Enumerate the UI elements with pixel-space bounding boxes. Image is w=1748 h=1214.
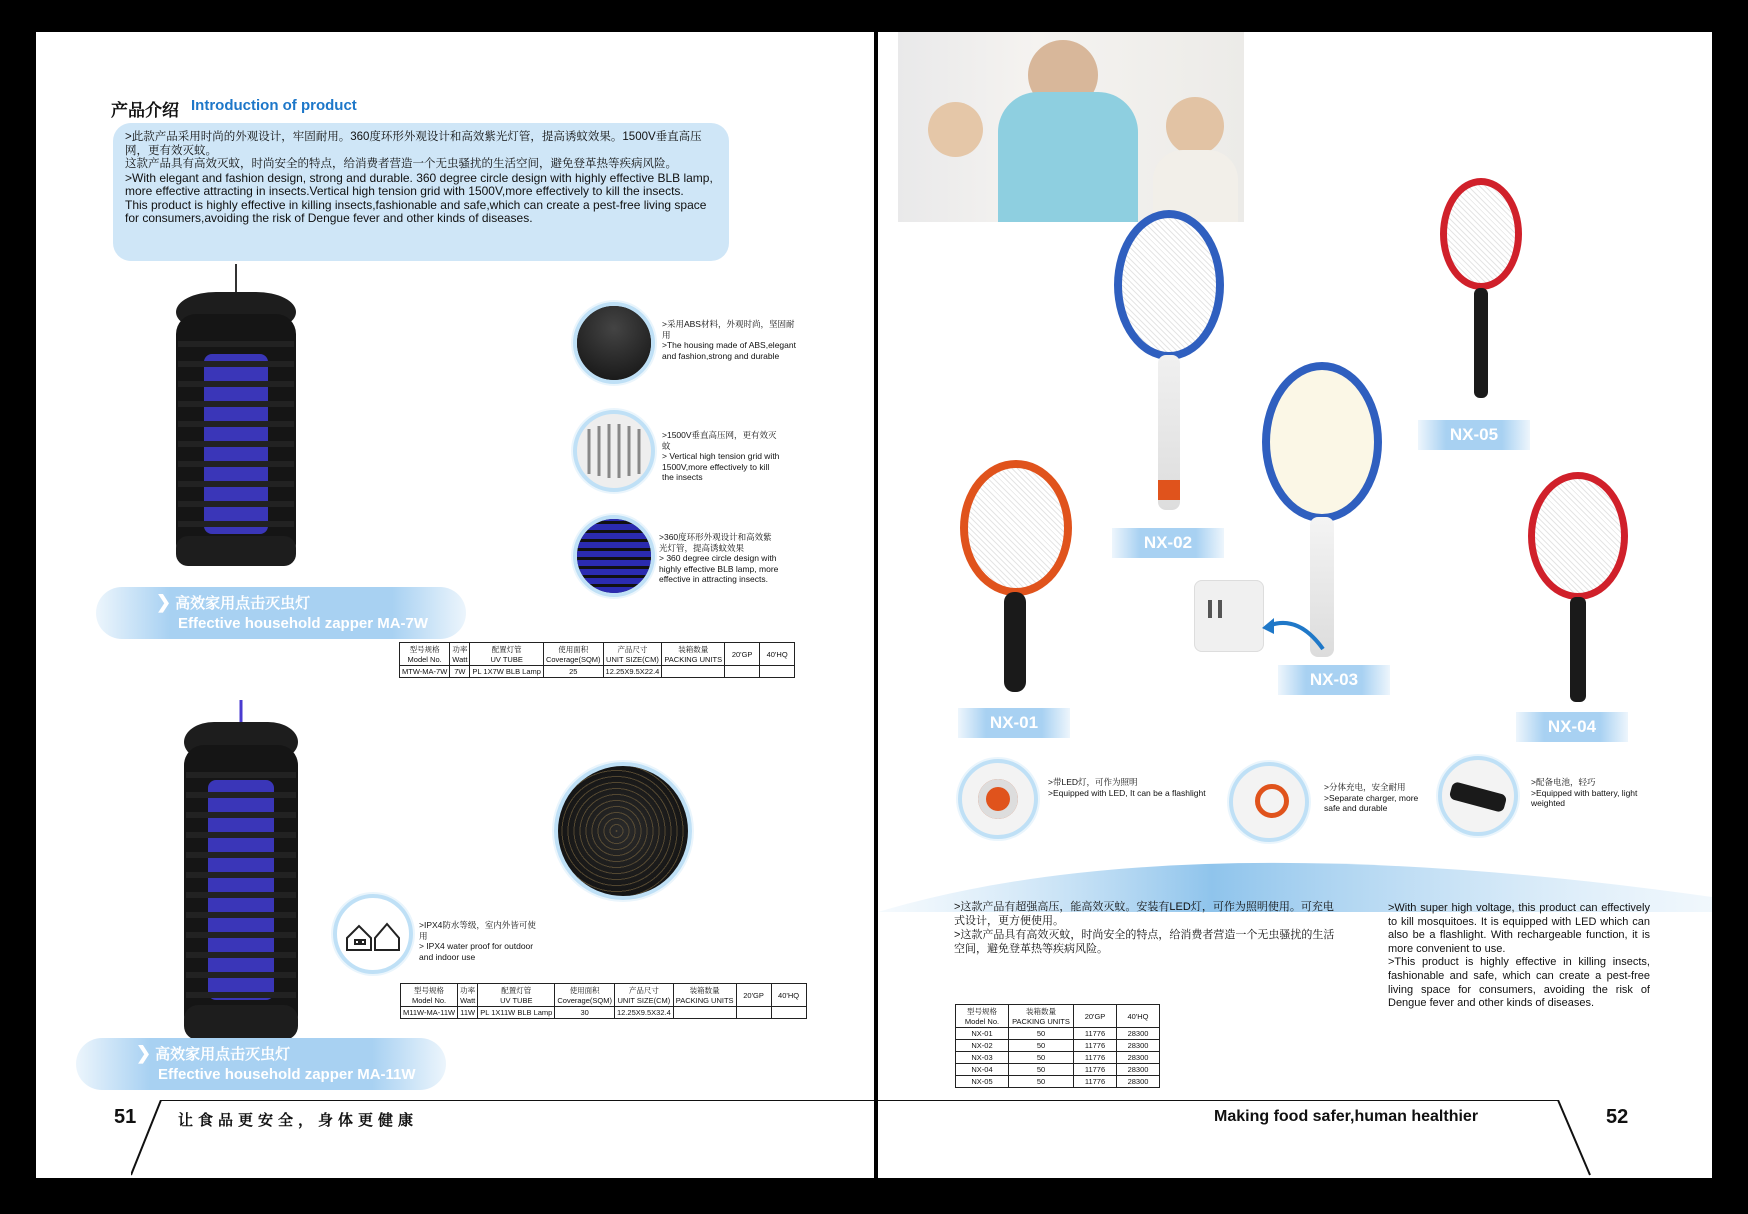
table-row [956, 1064, 1160, 1076]
table-header: 40'HQ [760, 643, 795, 666]
table-header-row [401, 984, 807, 1007]
intro-paragraph: >此款产品采用时尚的外观设计，牢固耐用。360度环形外观设计和高效紫光灯管，提高诱蚊效果。1500V垂直高压网，更有效灭蚊。 [125, 131, 702, 157]
table-row [956, 1052, 1160, 1064]
table-cell: NX-02 [956, 1040, 1009, 1052]
model-label: NX-04 [1516, 712, 1628, 742]
table-row [401, 1007, 807, 1019]
table-cell: 50 [1009, 1028, 1074, 1040]
table-cell: PL 1X7W BLB Lamp [470, 666, 544, 678]
table-cell: 11776 [1074, 1028, 1117, 1040]
family-photo [898, 32, 1244, 222]
table-cell: 28300 [1117, 1052, 1160, 1064]
page-number: 51 [114, 1106, 137, 1128]
table-cell: 11776 [1074, 1076, 1117, 1088]
table-cell: 12.25X9.5X22.4 [603, 666, 662, 678]
table-header-row [400, 643, 795, 666]
section-title-cn: 产品介绍 [111, 101, 179, 120]
charger-image [1194, 580, 1264, 652]
table-cell: 28300 [1117, 1064, 1160, 1076]
description-paragraph: >This product is highly effective in killing insects, fashionable and safe, which can create a pest-free living space for consumers, avoiding the risk of Dengue fever and other kinds of diseases. [1388, 956, 1650, 1010]
table-cell [662, 666, 725, 678]
product-banner [76, 1038, 446, 1090]
product-banner [96, 587, 466, 639]
table-header: 型号规格 Model No. [956, 1005, 1009, 1028]
description-en [1388, 902, 1650, 1011]
table-row [400, 666, 795, 678]
table-header: 40'HQ [1117, 1005, 1160, 1028]
table-header: 20'GP [1074, 1005, 1117, 1028]
house-icon [337, 898, 409, 970]
chevron-right-icon: ❯ [136, 1043, 152, 1063]
table-cell [771, 1007, 806, 1019]
intro-paragraph: This product is highly effective in killing insects,fashionable and safe,which can create a pest-free living space for consumers,avoiding the risk of Dengue fever and other kinds of diseases. [125, 197, 707, 225]
page-number: 52 [1606, 1106, 1629, 1128]
feature-caption: >分体充电，安全耐用 >Separate charger, more safe and durable [1324, 782, 1419, 813]
racket-nx04 [1524, 472, 1634, 712]
table-cell: NX-05 [956, 1076, 1009, 1088]
spec-table-ma7w [399, 642, 795, 678]
table-header: 配置灯管 UV TUBE [478, 984, 555, 1007]
description-paragraph: >With super high voltage, this product can effectively to kill mosquitoes. It is equipped with LED which can also be a flashlight. With rechargeable function, it is more convenient to use. [1388, 902, 1650, 955]
table-cell: 12.25X9.5X32.4 [614, 1007, 673, 1019]
battery-icon [1449, 781, 1508, 813]
table-header: 使用面积 Coverage(SQM) [555, 984, 615, 1007]
chevron-right-icon: ❯ [156, 592, 172, 612]
grid-icon [577, 414, 651, 488]
model-label: NX-03 [1278, 665, 1390, 695]
feature-caption: >采用ABS材料，外观时尚，坚固耐用 >The housing made of ABS,elegant and fashion,strong and durable [662, 319, 796, 361]
table-cell: 11776 [1074, 1040, 1117, 1052]
table-cell [725, 666, 760, 678]
footer-slogan: Making food safer,human healthier [1214, 1108, 1479, 1125]
table-header: 产品尺寸 UNIT SIZE(CM) [603, 643, 662, 666]
arrow-icon [1258, 614, 1328, 654]
table-header: 功率 Watt [458, 984, 478, 1007]
spec-table-ma11w [400, 983, 807, 1019]
table-header: 型号规格 Model No. [400, 643, 450, 666]
description-paragraph: >这款产品具有高效灭蚊，时尚安全的特点，给消费者营造一个无虫骚扰的生活空间，避免登革热等疾病风险。 [954, 929, 1335, 955]
table-header: 20'GP [725, 643, 760, 666]
feature-caption: >360度环形外观设计和高效紫光灯管，提高诱蚊效果 > 360 degree circle design with highly effective BLB lamp, more effective in attracting insects. [659, 532, 779, 584]
product-name-cn: 高效家用点击灭虫灯 [155, 1046, 291, 1063]
racket-nx01 [956, 460, 1076, 700]
table-cell: 25 [543, 666, 603, 678]
table-header: 装箱数量 PACKING UNITS [673, 984, 736, 1007]
table-header: 装箱数量 PACKING UNITS [662, 643, 725, 666]
table-cell: 50 [1009, 1052, 1074, 1064]
table-cell: 11776 [1074, 1052, 1117, 1064]
racket-nx02 [1114, 210, 1224, 530]
table-cell [736, 1007, 771, 1019]
table-row [956, 1076, 1160, 1088]
racket-nx05 [1434, 178, 1534, 418]
table-cell: 11776 [1074, 1064, 1117, 1076]
insects-photo-circle [554, 762, 692, 900]
table-row [956, 1040, 1160, 1052]
table-header: 20'GP [736, 984, 771, 1007]
table-cell: 7W [450, 666, 470, 678]
table-header-row [956, 1005, 1160, 1028]
feature-circle [573, 302, 655, 384]
zapper-ma7w-image [166, 264, 306, 574]
feature-caption: >1500V垂直高压网，更有效灭蚊 > Vertical high tension grid with 1500V,more effectively to kill the insects [662, 430, 780, 482]
intro-paragraph: 这款产品具有高效灭蚊，时尚安全的特点，给消费者营造一个无虫骚扰的生活空间，避免登革热等疾病风险。 [125, 158, 677, 170]
table-header: 型号规格 Model No. [401, 984, 458, 1007]
model-label: NX-02 [1112, 528, 1224, 558]
table-cell: 28300 [1117, 1028, 1160, 1040]
table-row [956, 1028, 1160, 1040]
housing-icon [577, 306, 651, 380]
intro-paragraph: >With elegant and fashion design, strong and durable. 360 degree circle design with highly effective BLB lamp, more effective attracting in insects.Vertical high tension grid with 1500V,more effectively to kill the insects. [125, 170, 713, 198]
model-label: NX-05 [1418, 420, 1530, 450]
feature-circle [573, 515, 655, 597]
table-header: 装箱数量 PACKING UNITS [1009, 1005, 1074, 1028]
table-header: 功率 Watt [450, 643, 470, 666]
table-cell: M11W-MA-11W [401, 1007, 458, 1019]
table-cell: 50 [1009, 1040, 1074, 1052]
table-header: 配置灯管 UV TUBE [470, 643, 544, 666]
model-label: NX-01 [958, 708, 1070, 738]
product-name-en: Effective household zapper MA-11W [158, 1066, 416, 1083]
table-header: 使用面积 Coverage(SQM) [543, 643, 603, 666]
feature-circle [573, 410, 655, 492]
product-name-cn: 高效家用点击灭虫灯 [175, 595, 311, 612]
table-cell: MTW-MA-7W [400, 666, 450, 678]
section-title-en: Introduction of product [191, 97, 357, 114]
zapper-ma11w-image [176, 700, 306, 1050]
table-cell: 30 [555, 1007, 615, 1019]
table-cell: 11W [458, 1007, 478, 1019]
wave-decoration [878, 812, 1712, 912]
table-cell: 50 [1009, 1076, 1074, 1088]
feature-caption: >配备电池，轻巧 >Equipped with battery, light weighted [1531, 777, 1638, 808]
product-name-en: Effective household zapper MA-7W [178, 615, 429, 632]
feature-circle [333, 894, 413, 974]
feature-caption: >IPX4防水等级，室内外皆可使用 > IPX4 water proof for outdoor and indoor use [419, 920, 536, 962]
table-cell [760, 666, 795, 678]
right-page [878, 32, 1712, 1178]
table-cell: NX-04 [956, 1064, 1009, 1076]
description-paragraph: >这款产品有超强高压，能高效灭蚊。安装有LED灯，可作为照明使用。可充电式设计，更方便使用。 [954, 901, 1334, 927]
table-cell: 28300 [1117, 1076, 1160, 1088]
feature-caption: >带LED灯，可作为照明 >Equipped with LED, It can be a flashlight [1048, 777, 1206, 798]
description-cn [954, 900, 1336, 956]
table-cell: 50 [1009, 1064, 1074, 1076]
spec-table-nx [955, 1004, 1160, 1088]
table-cell: PL 1X11W BLB Lamp [478, 1007, 555, 1019]
table-header: 产品尺寸 UNIT SIZE(CM) [614, 984, 673, 1007]
table-header: 40'HQ [771, 984, 806, 1007]
table-cell: NX-03 [956, 1052, 1009, 1064]
table-cell: 28300 [1117, 1040, 1160, 1052]
table-cell [673, 1007, 736, 1019]
intro-box [113, 123, 729, 261]
lamp-icon [577, 519, 651, 593]
insects-icon [558, 766, 688, 896]
left-page [36, 32, 874, 1178]
footer-slogan: 让食品更安全，身体更健康 [178, 1112, 419, 1129]
table-cell: NX-01 [956, 1028, 1009, 1040]
